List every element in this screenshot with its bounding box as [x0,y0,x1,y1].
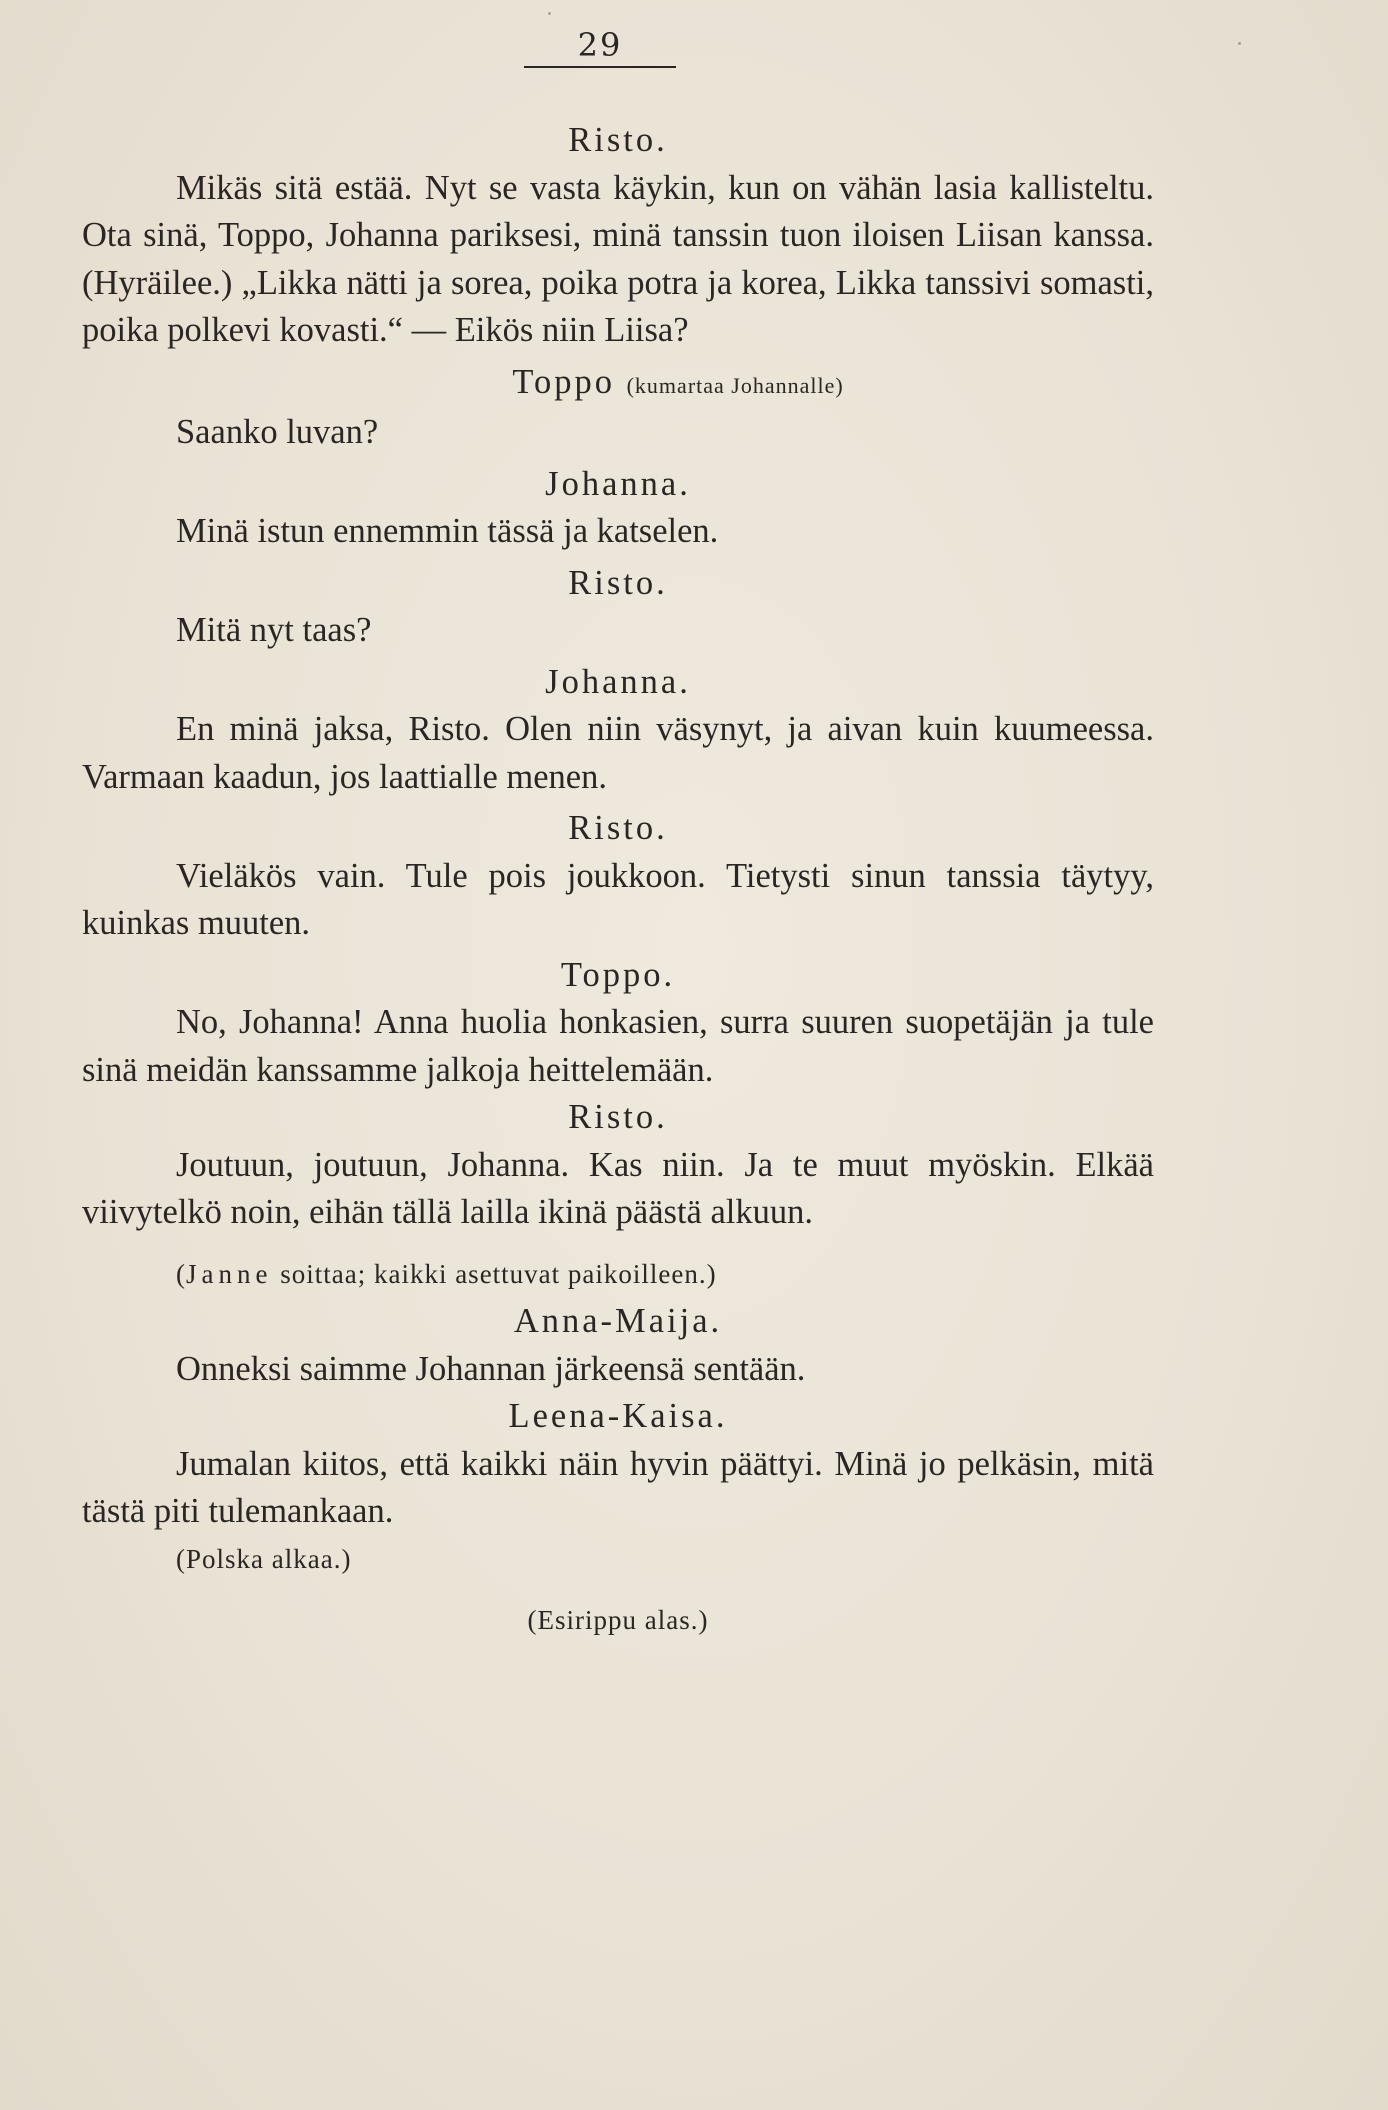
stage-direction: (kumartaa Johannalle) [626,372,844,398]
speaker-name: Risto. [568,809,668,847]
dialogue-paragraph: No, Johanna! Anna huolia honkasien, surra suuren suopetäjän ja tule sinä meidän kanssamme jalkoja heittelemään. [82,1003,1154,1089]
play-text [82,117,1154,1645]
dialogue-paragraph: Onneksi saimme Johannan järkeensä sentään. [176,1349,806,1388]
speaker-name: Johanna. [545,662,691,701]
paper-speck [1238,42,1241,45]
dialogue-paragraph: En minä jaksa, Risto. Olen niin väsynyt, ja aivan kuin kuumeessa. Varmaan kaadun, jos laattialle menen. [82,710,1154,796]
speaker-name: Risto. [568,1098,668,1136]
speaker-name: Anna-Maija. [513,1302,723,1340]
speaker-name: Toppo. [560,955,676,994]
stage-direction: (Polska alkaa.) [176,1543,352,1574]
stage-direction-rest: soittaa; kaikki asettuvat paikoilleen.) [272,1258,717,1289]
dialogue-paragraph: Vieläkös vain. Tule pois joukkoon. Tietysti sinun tanssia täytyy, kuinkas muuten. [82,856,1154,942]
dialogue-paragraph: Jumalan kiitos, että kaikki näin hyvin päättyi. Minä jo pelkäsin, mitä tästä piti tulemankaan. [82,1444,1154,1530]
stage-direction-name: Janne [186,1258,273,1289]
speaker-name: Johanna. [545,464,691,503]
dialogue-paragraph: Minä istun ennemmin tässä ja katselen. [176,512,719,550]
speaker-name-text: Toppo [512,362,615,401]
speaker-name: Risto. [568,563,668,602]
stage-direction-open: ( [176,1258,186,1289]
paper-speck [548,12,551,15]
dialogue-paragraph: Joutuun, joutuun, Johanna. Kas niin. Ja te muut myöskin. Elkää viivytelkö noin, eihän tällä lailla ikinä päästä alkuun. [82,1145,1154,1231]
dialogue-paragraph: Saanko luvan? [176,413,379,451]
speaker-name: Risto. [568,121,668,159]
dialogue-paragraph: Mikäs sitä estää. Nyt se vasta käykin, kun on vähän lasia kallisteltu. Ota sinä, Toppo, Johanna pariksesi, minä tanssin tuon iloisen Liisan kanssa. (Hyräilee.) „Likka nätti ja sorea, poika potra ja korea, Likka tanssivi somasti, poika polkevi kovasti.“ — Eikös niin Liisa? [82,168,1154,349]
speaker-name [82,359,1154,410]
curtain-direction: (Esirippu alas.) [527,1605,709,1635]
dialogue-paragraph: Mitä nyt taas? [176,611,372,649]
stage-direction [82,1251,1154,1299]
page-number: 29 [524,26,676,68]
speaker-name: Leena-Kaisa. [508,1397,728,1435]
